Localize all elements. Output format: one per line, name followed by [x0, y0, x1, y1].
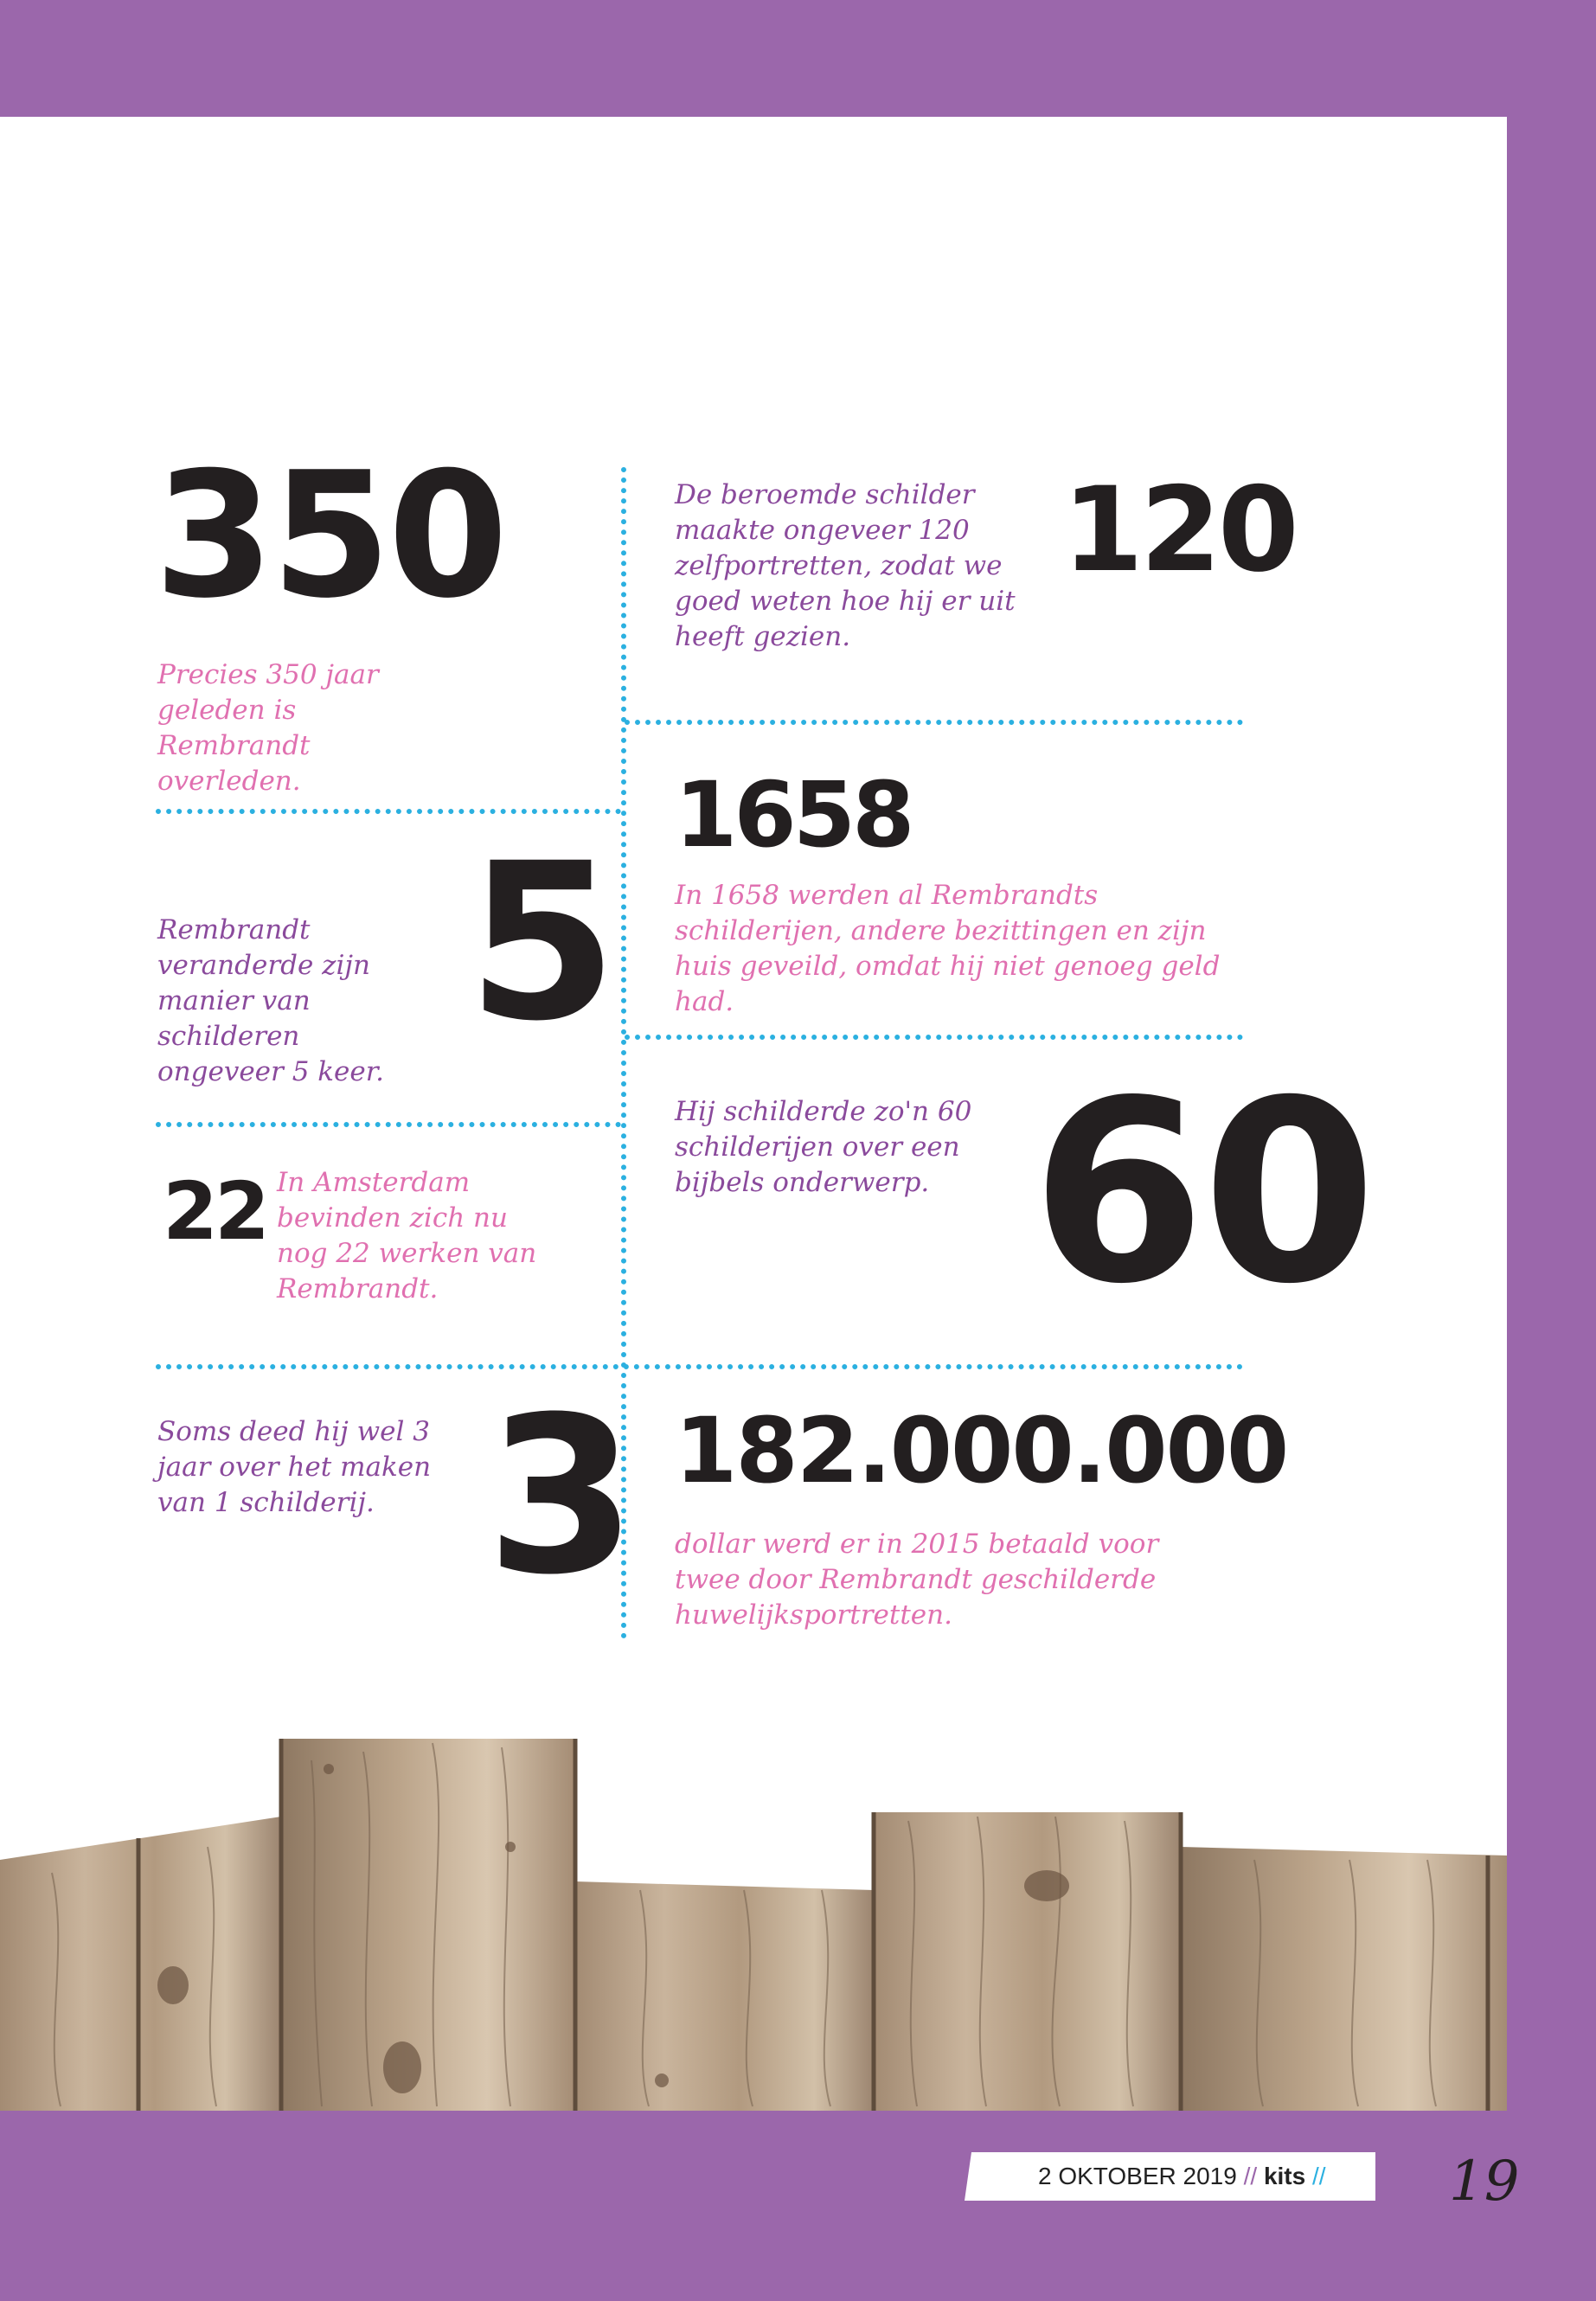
fact-182000000-text: dollar werd er in 2015 betaald voor twee door Rembrandt geschilderde huwelijksportretten. — [675, 1529, 1159, 1631]
fact-120-text: De beroemde schilder maakte ongeveer 120 zelfportretten, zodat we goed weten hoe hij er uit heeft gezien. — [675, 479, 1016, 652]
footer-separator-2: // — [1311, 2163, 1326, 2189]
page-content — [0, 117, 1507, 2111]
footer-separator: // — [1243, 2163, 1258, 2189]
fact-22-text: In Amsterdam bevinden zich nu nog 22 werken van Rembrandt. — [277, 1167, 537, 1304]
fact-22-number: 22 — [163, 1165, 267, 1258]
fact-5-text: Rembrandt veranderde zijn manier van schilderen ongeveer 5 keer. — [157, 914, 385, 1087]
fact-350-number: 350 — [154, 435, 505, 637]
footer-date: 2 OKTOBER 2019 — [1038, 2163, 1237, 2189]
fact-1658-text: In 1658 werden al Rembrandts schilderijen, andere bezittingen en zijn huis geveild, omdat hij niet genoeg geld had. — [675, 880, 1221, 1017]
footer-dateline — [1038, 2163, 1326, 2190]
wooden-fence-illustration — [0, 117, 1507, 2111]
fact-350-text: Precies 350 jaar geleden is Rembrandt overleden. — [157, 659, 379, 797]
fact-182000000-number: 182.000.000 — [675, 1398, 1288, 1503]
page-number: 19 — [1449, 2150, 1520, 2214]
fact-3-text: Soms deed hij wel 3 jaar over het maken van 1 schilderij. — [157, 1416, 432, 1518]
fact-1658-number: 1658 — [675, 762, 912, 868]
fact-5-number: 5 — [467, 817, 614, 1068]
fact-60-number: 60 — [1031, 1048, 1374, 1339]
fact-60-text: Hij schilderde zo'n 60 schilderijen over een bijbels onderwerp. — [675, 1096, 972, 1198]
fact-3-number: 3 — [486, 1370, 633, 1622]
fact-120-number: 120 — [1062, 462, 1296, 598]
footer-brand: kits — [1263, 2163, 1306, 2189]
